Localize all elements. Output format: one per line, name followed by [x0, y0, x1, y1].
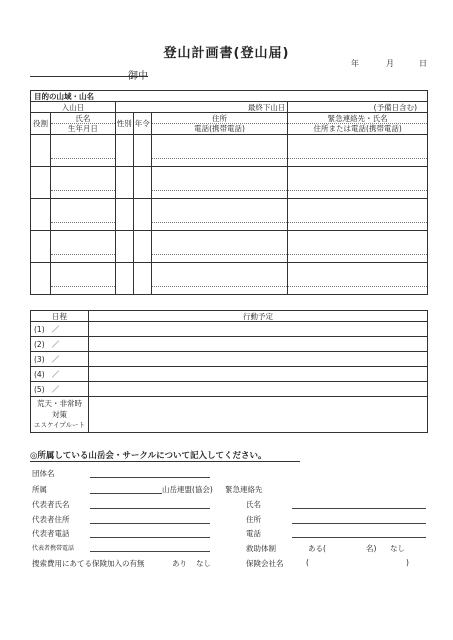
federation-label: 山岳連盟(協会) [162, 485, 213, 494]
rescue-no-option[interactable]: なし [390, 544, 405, 553]
rep-address-field[interactable] [90, 523, 210, 524]
birth-label: 生年月日 [51, 123, 115, 133]
schedule-row[interactable] [31, 337, 428, 352]
exit-date-label: 最終下山日 [115, 102, 288, 113]
insurer-open-paren: ( [306, 558, 309, 567]
schedule-row[interactable] [31, 367, 428, 382]
group-name-field[interactable] [90, 477, 210, 478]
affiliation-label: 所属 [32, 485, 47, 494]
insurance-question: 捜索費用にあてる保険加入の有無 [32, 559, 145, 568]
date-day-label: 日 [419, 59, 427, 68]
club-heading: ◎所属している山岳会・サークルについて記入してください。 [30, 451, 267, 461]
insurer-close-paren: ) [406, 558, 409, 567]
sex-label: 性別 [115, 113, 133, 135]
role-label: 役割 [31, 113, 51, 135]
insurance-yes-option[interactable]: あり [172, 559, 187, 568]
date-month-label: 月 [386, 59, 394, 68]
rescue-label: 救助体制 [246, 544, 276, 553]
affiliation-field[interactable] [90, 493, 162, 494]
members-table [30, 90, 428, 295]
day-number: (2) [34, 339, 45, 349]
day-number: (3) [34, 354, 45, 364]
emergency-addr-label: 住所または電話(携帯電話) [288, 123, 427, 133]
group-name-label: 団体名 [32, 469, 55, 478]
rep-phone-field[interactable] [90, 537, 210, 538]
rescue-yes-option[interactable]: ある( [308, 544, 326, 553]
day-header: 日程 [31, 311, 89, 322]
emergency-label: 緊急連絡先・氏名 [327, 114, 388, 123]
date-slash: ／ [51, 354, 60, 364]
date-year-label: 年 [351, 59, 359, 68]
schedule-row[interactable] [31, 322, 428, 337]
schedule-row[interactable] [31, 382, 428, 397]
contact-phone-label: 電話 [246, 529, 261, 538]
rep-phone-label: 代表者電話 [32, 529, 70, 538]
insurer-label: 保険会社名 [246, 559, 284, 568]
club-heading-underline [30, 461, 300, 462]
rep-mobile-field[interactable] [90, 551, 210, 552]
rep-mobile-label: 代表者携帯電話 [32, 545, 75, 552]
day-number: (5) [34, 384, 45, 394]
date-slash: ／ [51, 324, 60, 334]
bad-weather-row[interactable] [31, 397, 428, 433]
document-title: 登山計画書(登山届) [163, 46, 290, 61]
rep-name-label: 代表者氏名 [32, 500, 70, 509]
day-number: (1) [34, 324, 45, 334]
address-label: 住所 [212, 114, 228, 123]
date-slash: ／ [51, 339, 60, 349]
member-row[interactable] [31, 167, 428, 199]
member-row[interactable] [31, 263, 428, 295]
entry-date-label: 入山日 [31, 102, 116, 113]
rep-address-label: 代表者住所 [32, 515, 70, 524]
date-slash: ／ [51, 384, 60, 394]
contact-address-label: 住所 [246, 515, 261, 524]
phone-label: 電話(携帯電話) [152, 123, 288, 133]
addressee-label: 御中 [128, 71, 148, 82]
spare-day-label: (予備日含む) [288, 102, 428, 113]
member-row[interactable] [31, 231, 428, 263]
emergency-contact-label: 緊急連絡先 [225, 485, 263, 494]
rescue-persons-label: 名) [366, 544, 377, 553]
plan-header: 行動予定 [89, 311, 428, 322]
date-slash: ／ [51, 369, 60, 379]
schedule-row[interactable] [31, 352, 428, 367]
contact-name-field[interactable] [292, 508, 426, 509]
age-label: 年令 [133, 113, 151, 135]
countermeasure-label: 対策 [52, 410, 67, 419]
bad-weather-label: 荒天・非常時 [37, 399, 82, 408]
contact-name-label: 氏名 [246, 500, 261, 509]
contact-phone-field[interactable] [292, 537, 426, 538]
name-label: 氏名 [75, 114, 91, 123]
contact-address-field[interactable] [292, 523, 426, 524]
rep-name-field[interactable] [90, 508, 210, 509]
day-number: (4) [34, 369, 45, 379]
escape-route-label: エスケイプルート [33, 421, 86, 429]
member-row[interactable] [31, 135, 428, 167]
schedule-table [30, 310, 428, 433]
insurance-no-option[interactable]: なし [196, 559, 211, 568]
member-row[interactable] [31, 199, 428, 231]
purpose-label: 目的の山域・山名 [31, 91, 428, 102]
